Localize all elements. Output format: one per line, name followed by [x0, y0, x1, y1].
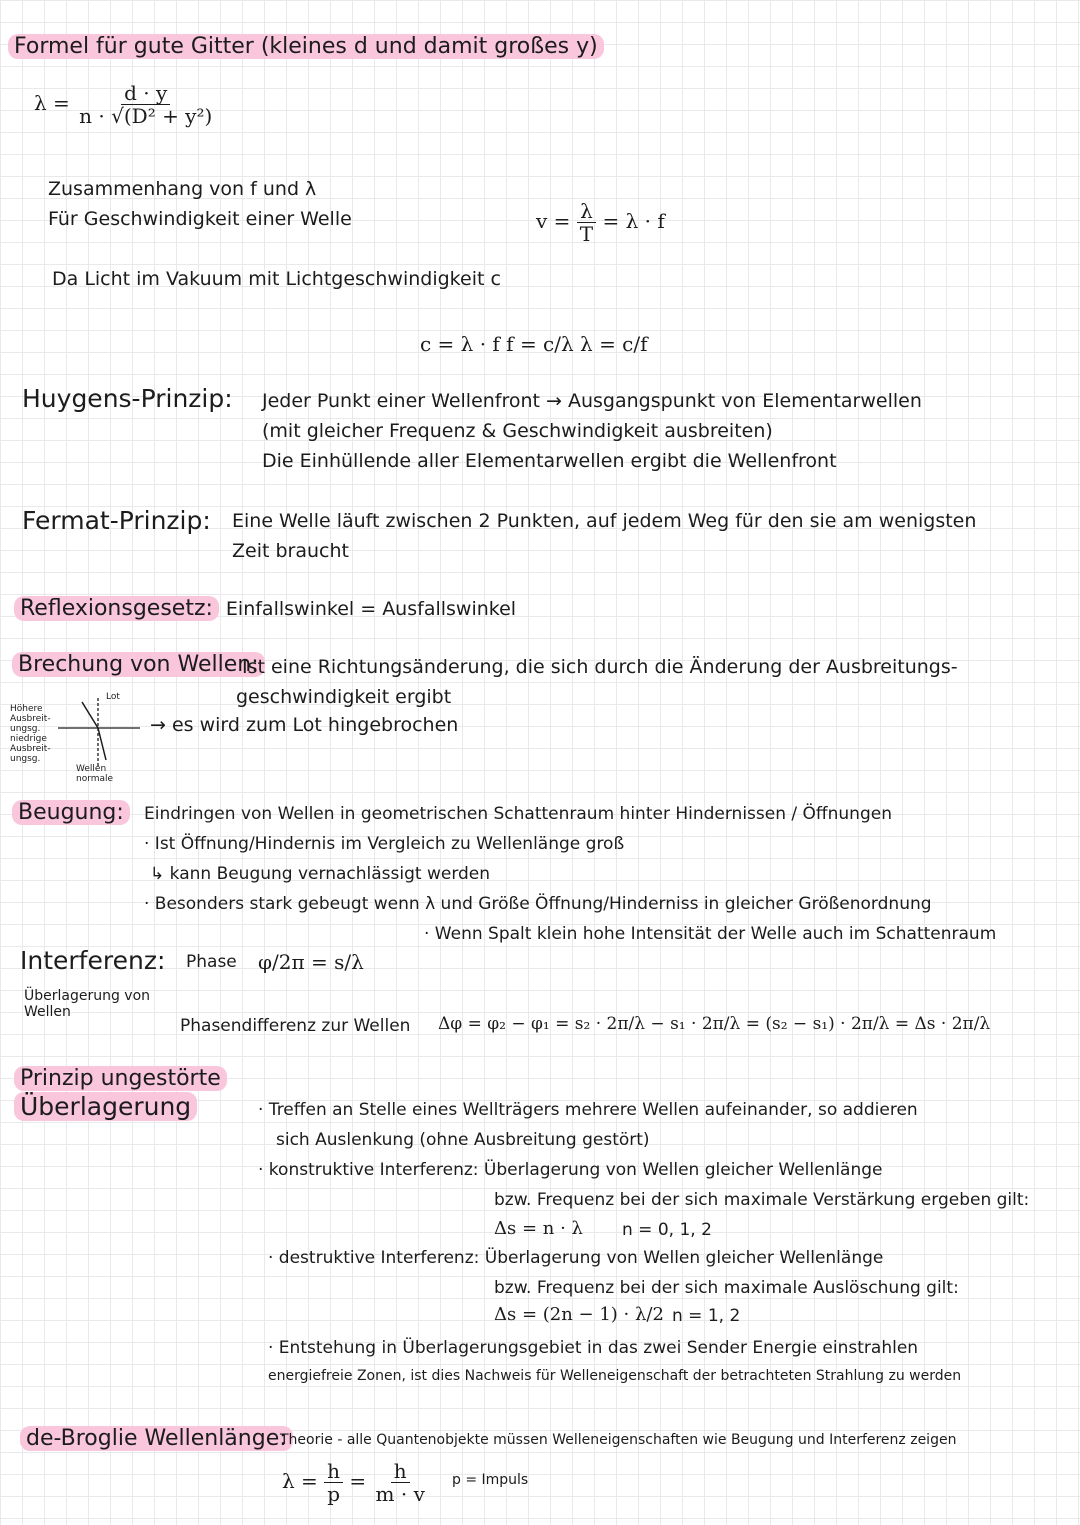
beugung-label-wrap — [12, 800, 130, 825]
interferenz-sublabel: Überlagerung von Wellen — [24, 988, 151, 1020]
db-lhs: λ = — [282, 1469, 318, 1493]
brechung-label-wrap — [12, 652, 265, 677]
reflexion-label: Reflexionsgesetz: — [14, 596, 219, 621]
debroglie-text: Theorie - alle Quantenobjekte müssen Welleneigenschaften wie Beugung und Interferenz zeigen — [280, 1432, 957, 1448]
entstehung-line2: energiefreie Zonen, ist dies Nachweis für Welleneigenschaft der betrachteten Strahlung zu werden — [268, 1368, 962, 1384]
zusammenhang-heading: Zusammenhang von f und λ — [48, 178, 317, 200]
reflexion-text: Einfallswinkel = Ausfallswinkel — [225, 598, 517, 620]
ueberlagerung-label1: Prinzip ungestörte — [14, 1066, 227, 1091]
db-num1: h — [324, 1460, 343, 1483]
lot-label: Lot — [106, 692, 120, 702]
gitter-title: Formel für gute Gitter (kleines d und damit großes y) — [8, 34, 604, 59]
beugung-label: Beugung: — [12, 800, 130, 825]
konstruktiv-line2: bzw. Frequenz bei der sich maximale Verstärkung ergeben gilt: — [494, 1190, 1030, 1210]
db-den1: p — [327, 1482, 340, 1506]
gitter-formula — [34, 82, 215, 127]
debroglie-label: de-Broglie Wellenlänge: — [20, 1426, 293, 1451]
incident-ray — [82, 702, 98, 728]
huygens-line1: Jeder Punkt einer Wellenfront → Ausgangspunkt von Elementarwellen — [262, 390, 922, 412]
db-frac1 — [324, 1460, 343, 1505]
fermat-label: Fermat-Prinzip: — [22, 506, 211, 535]
ueberlagerung-line2: sich Auslenkung (ohne Ausbreitung gestört) — [276, 1130, 650, 1150]
gitter-formula-den: n · √(D² + y²) — [79, 104, 213, 128]
konstruktiv-formula: Δs = n · λ — [494, 1218, 583, 1239]
refracted-ray — [98, 728, 106, 760]
beugung-line4: · Besonders stark gebeugt wenn λ und Größe Öffnung/Hinderniss in gleicher Größenordnung — [144, 894, 932, 914]
phase-label: Phase — [186, 952, 237, 972]
konstruktiv-n: n = 0, 1, 2 — [622, 1220, 712, 1240]
licht-text: Da Licht im Vakuum mit Lichtgeschwindigkeit c — [52, 268, 501, 290]
fermat-line2: Zeit braucht — [232, 540, 349, 562]
v-lhs: v = — [536, 209, 571, 233]
destruktiv-line: · destruktive Interferenz: Überlagerung von Wellen gleicher Wellenlänge — [268, 1248, 884, 1268]
wellen-normale-label: Wellen normale — [76, 764, 114, 784]
brechung-line1: Ist eine Richtungsänderung, die sich durch die Änderung der Ausbreitungs- — [242, 656, 958, 678]
gitter-formula-num: d · y — [121, 82, 170, 105]
debroglie-formula: λ = $\frac{h}{p}$ = $\frac{h}{m \cdot v}$ — [282, 1460, 428, 1505]
gitter-formula-lhs: λ = — [34, 91, 70, 115]
geschwindigkeit-formula — [536, 200, 665, 245]
destruktiv-formula: Δs = (2n − 1) · λ/2 — [494, 1304, 664, 1325]
huygens-line2: (mit gleicher Frequenz & Geschwindigkeit ausbreiten) — [262, 420, 773, 442]
ueberlagerung-line1: · Treffen an Stelle eines Wellträgers mehrere Wellen aufeinander, so addieren — [258, 1100, 918, 1120]
huygens-label: Huygens-Prinzip: — [22, 384, 233, 413]
entstehung-line1: · Entstehung in Überlagerungsgebiet in das zwei Sender Energie einstrahlen — [268, 1338, 919, 1358]
geschwindigkeit-text: Für Geschwindigkeit einer Welle — [48, 208, 352, 230]
brechung-diagram — [10, 692, 140, 788]
v-fraction — [577, 200, 596, 245]
brechung-line2: geschwindigkeit ergibt — [236, 686, 452, 708]
db-den2: m · v — [375, 1482, 425, 1506]
destruktiv-line2: bzw. Frequenz bei der sich maximale Auslöschung gilt: — [494, 1278, 959, 1298]
beugung-line2: · Ist Öffnung/Hindernis im Vergleich zu Wellenlänge groß — [144, 834, 625, 854]
beugung-line3: ↳ kann Beugung vernachlässigt werden — [150, 864, 491, 884]
reflexion-row — [14, 596, 516, 621]
interferenz-label: Interferenz: — [20, 946, 166, 975]
debroglie-label-wrap — [20, 1426, 293, 1451]
ueberlagerung-label2: Überlagerung — [14, 1092, 197, 1121]
beugung-line5: · Wenn Spalt klein hohe Intensität der Welle auch im Schattenraum — [424, 924, 997, 944]
db-frac2 — [373, 1460, 428, 1505]
gitter-formula-fraction — [76, 82, 215, 127]
debroglie-note: p = Impuls — [452, 1472, 529, 1488]
ueberlagerung-label — [14, 1066, 227, 1122]
phase-formula: φ/2π = s/λ — [258, 950, 364, 974]
brechung-line3: → es wird zum Lot hingebrochen — [150, 714, 459, 736]
gitter-section — [8, 34, 604, 59]
v-rhs: = λ · f — [602, 209, 665, 233]
huygens-line3: Die Einhüllende aller Elementarwellen ergibt die Wellenfront — [262, 450, 837, 472]
licht-formula: c = λ · f f = c/λ λ = c/f — [420, 332, 648, 356]
db-num2: h — [391, 1460, 410, 1483]
v-den: T — [579, 222, 594, 246]
destruktiv-n: n = 1, 2 — [672, 1306, 741, 1326]
upper-speed-label: Höhere Ausbreit-ungsg. — [10, 704, 51, 734]
phasendiff-formula: Δφ = φ₂ − φ₁ = s₂ · 2π/λ − s₁ · 2π/λ = (s₂ − s₁) · 2π/λ = Δs · 2π/λ — [438, 1014, 991, 1034]
v-num: λ — [577, 200, 596, 223]
beugung-line1: Eindringen von Wellen in geometrischen Schattenraum hinter Hindernissen / Öffnungen — [144, 804, 892, 824]
konstruktiv-line: · konstruktive Interferenz: Überlagerung von Wellen gleicher Wellenlänge — [258, 1160, 883, 1180]
brechung-label: Brechung von Wellen: — [12, 652, 265, 677]
lower-speed-label: niedrige Ausbreit-ungsg. — [10, 734, 51, 764]
phasendiff-label: Phasendifferenz zur Wellen — [180, 1016, 411, 1036]
fermat-line1: Eine Welle läuft zwischen 2 Punkten, auf jedem Weg für den sie am wenigsten — [232, 510, 977, 532]
